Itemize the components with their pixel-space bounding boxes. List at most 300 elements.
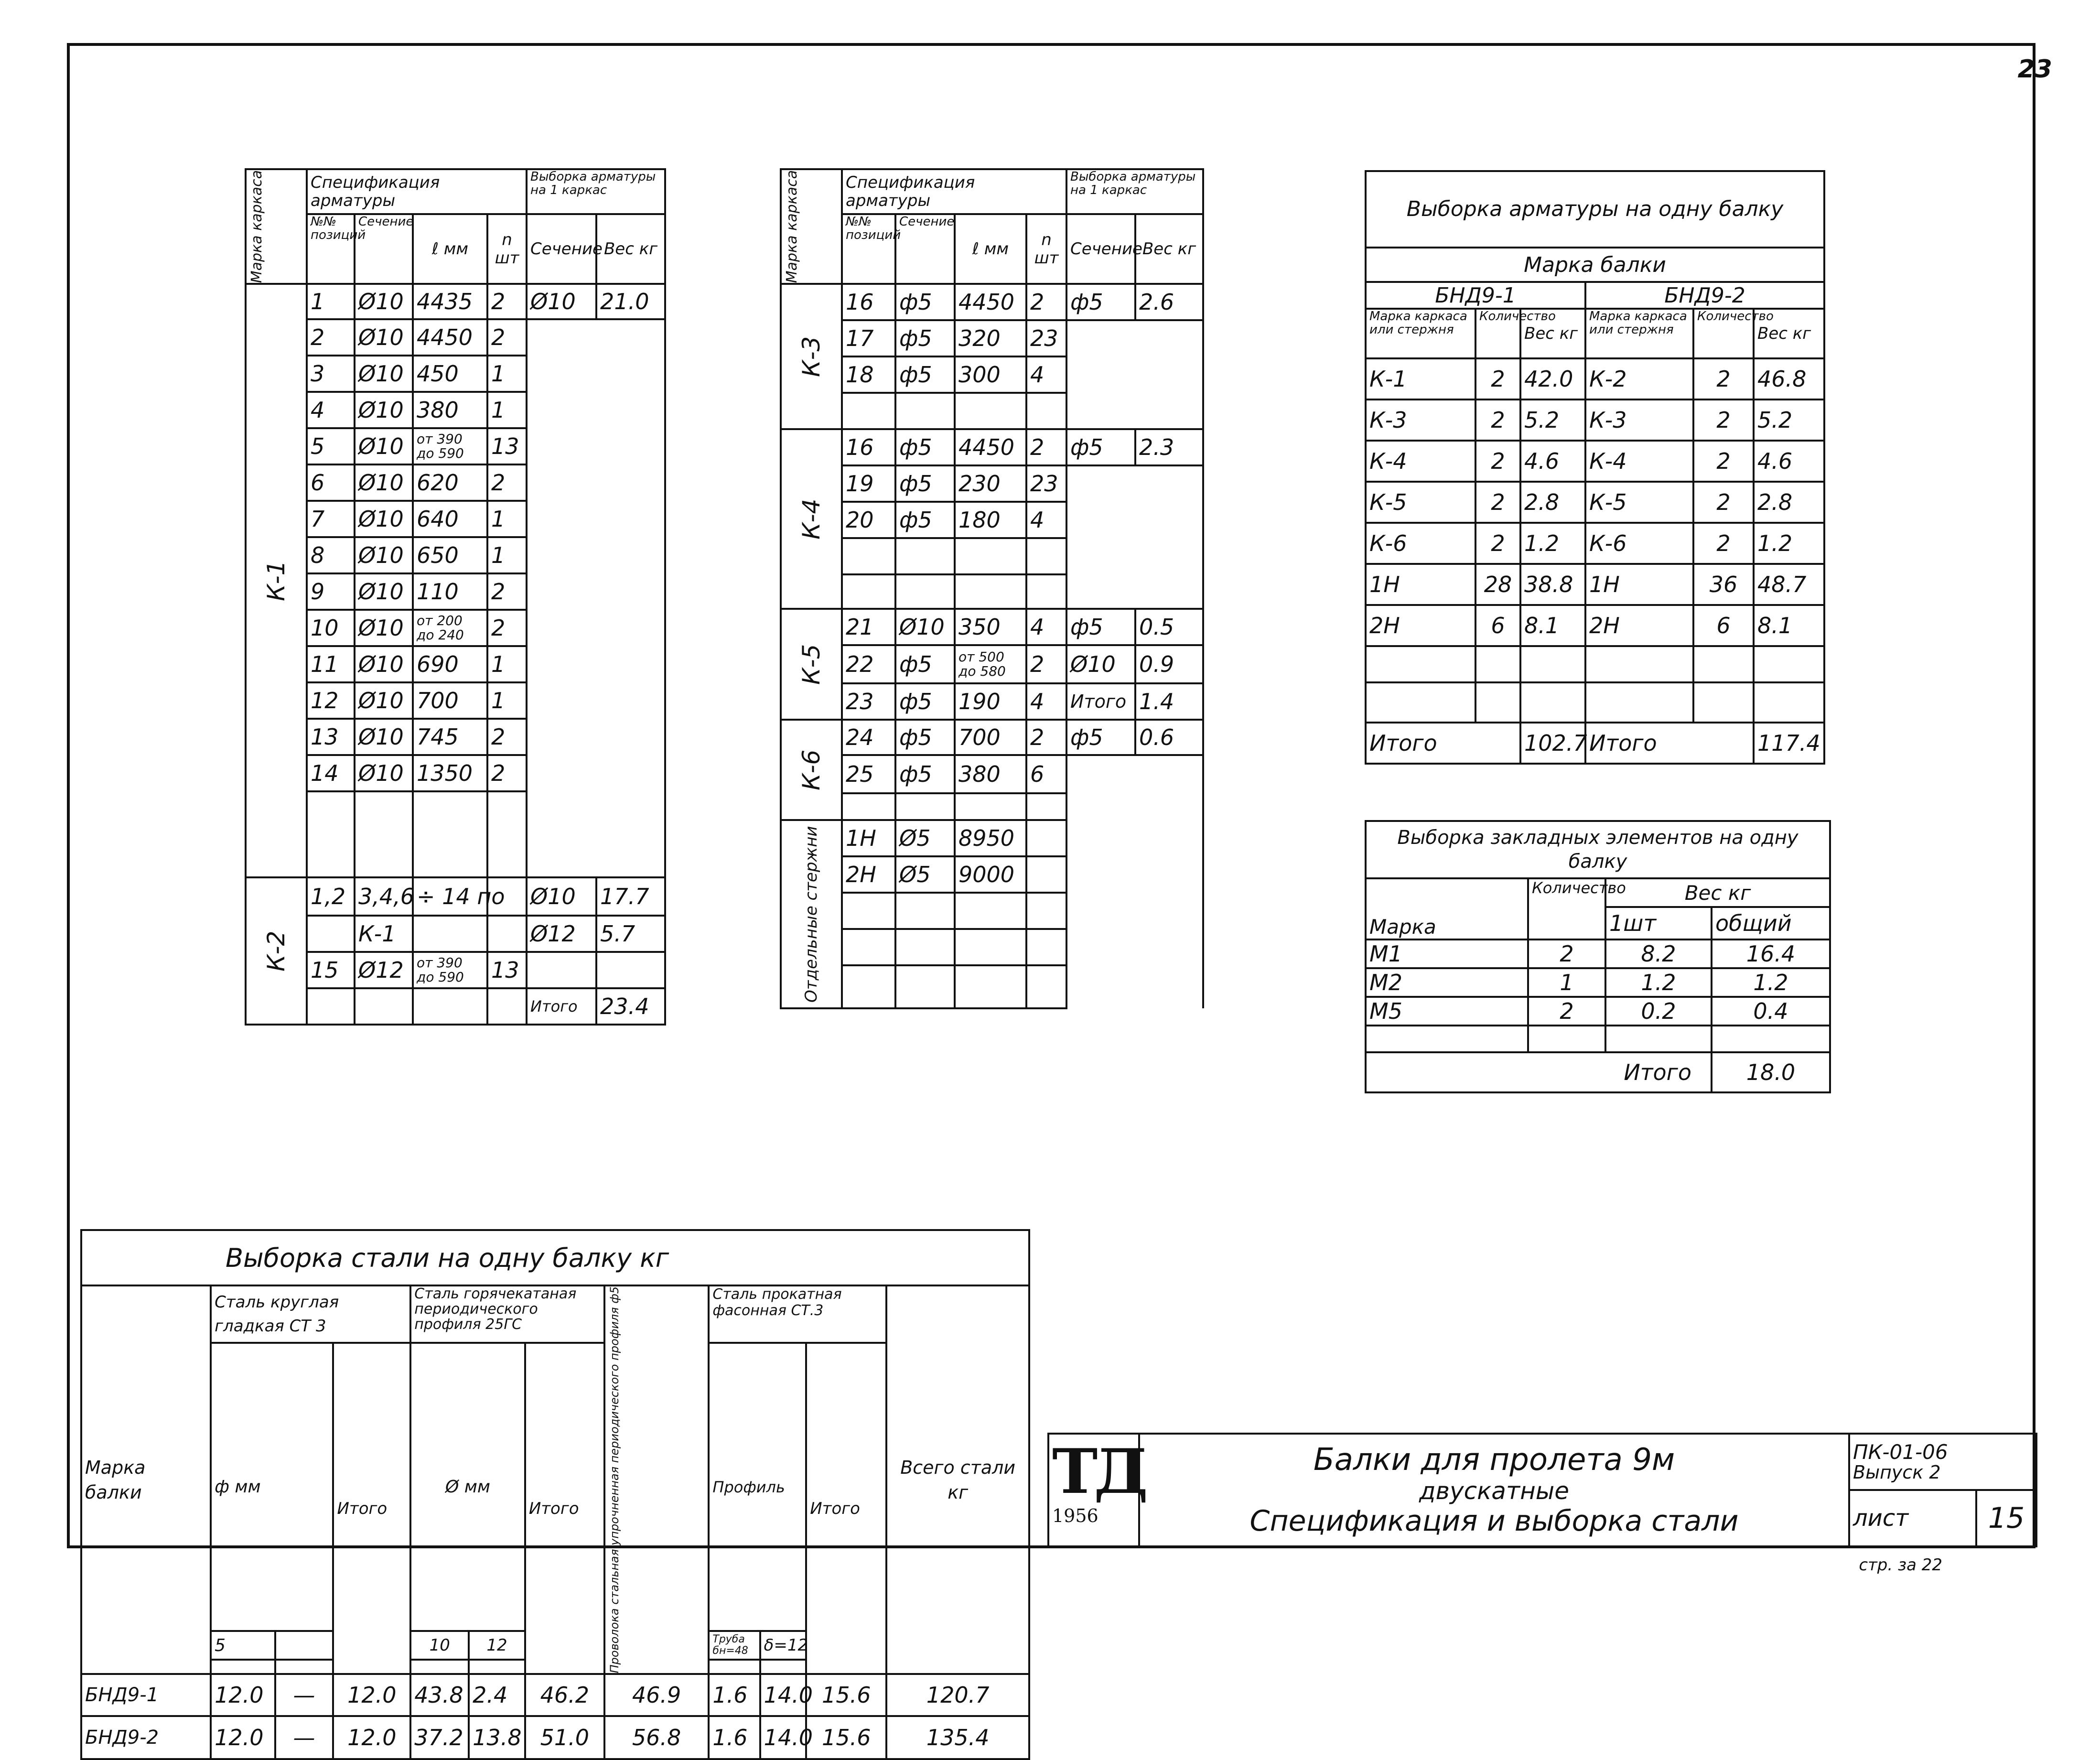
cell: 4 (1026, 609, 1066, 645)
cell: 2 (1693, 441, 1754, 482)
cell: 1.4 (1135, 683, 1203, 720)
cell (895, 929, 955, 965)
cell: 28 (1475, 564, 1520, 605)
cell: К-3 (1366, 400, 1475, 441)
header-spec: Спецификация арматуры (307, 169, 527, 214)
cell (895, 574, 955, 609)
cell: 2.6 (1135, 284, 1203, 320)
cell: Ø10 (355, 464, 413, 501)
cell: ф5 (895, 284, 955, 320)
cell: 2 (1026, 429, 1066, 465)
cell: 17 (842, 320, 895, 356)
cell: К-5 (1585, 482, 1693, 523)
header-select: Выборка арматуры на 1 каркас (1066, 169, 1203, 214)
cell (211, 1660, 275, 1674)
cell: 300 (955, 356, 1026, 393)
cell: 1 (1528, 968, 1605, 997)
header-round-5: 5 (211, 1631, 275, 1660)
cell: 23.4 (596, 988, 665, 1025)
cell: 23 (1026, 465, 1066, 502)
cell (895, 538, 955, 574)
cell: 650 (413, 537, 487, 573)
header-ssec: Сечение (1066, 214, 1135, 284)
cell: 4 (307, 392, 355, 428)
cell: 1 (487, 537, 527, 573)
cell: Ø10 (355, 573, 413, 610)
cell: 12.0 (211, 1716, 275, 1759)
cell: 5.2 (1520, 400, 1585, 441)
cell: 19 (842, 465, 895, 502)
mark-separate-bars: Отдельные стержни (781, 820, 842, 1008)
table-title: Выборка стали на одну балку кг (81, 1230, 1029, 1285)
mark-k5: К-5 (781, 609, 842, 720)
header-mark: Марка каркаса (246, 169, 307, 284)
cell: 2.3 (1135, 429, 1203, 465)
header-wire: Проволока стальная упрочненная периодического профиля ф5 (604, 1285, 709, 1674)
cell (1366, 1026, 1528, 1052)
cell: 17.7 (596, 877, 665, 916)
cell: 2Н (1366, 605, 1475, 646)
cell: 12 (307, 682, 355, 719)
cell: 3 (307, 356, 355, 392)
mark-k4: К-4 (781, 429, 842, 609)
cell: 14.0 (760, 1716, 807, 1759)
cell (1366, 682, 1475, 723)
cell: 0.5 (1135, 609, 1203, 645)
cell: 620 (413, 464, 487, 501)
cell (355, 988, 413, 1025)
cell: 1,2 (307, 877, 355, 916)
cell: 7 (307, 501, 355, 537)
cell: 8.1 (1520, 605, 1585, 646)
cell: 640 (413, 501, 487, 537)
cell (842, 965, 895, 1008)
cell: от 390 до 590 (413, 428, 487, 464)
cell: 2 (1693, 400, 1754, 441)
cell: 46.9 (604, 1674, 709, 1716)
cell: 25 (842, 755, 895, 793)
cell: 8 (307, 537, 355, 573)
cell: К-1 (355, 916, 413, 952)
cell: ф5 (895, 465, 955, 502)
header-n: n шт (1026, 214, 1066, 284)
cell: 37.2 (410, 1716, 469, 1759)
cell (527, 952, 596, 988)
cell (1605, 1026, 1712, 1052)
cell (1693, 646, 1754, 682)
cell: 1.6 (709, 1716, 760, 1759)
cell: 15 (307, 952, 355, 988)
cell: 23 (1026, 320, 1066, 356)
cell: 46.2 (525, 1674, 604, 1716)
cell: 8950 (955, 820, 1026, 856)
cell (413, 988, 487, 1025)
header-mark: Марка балки (81, 1285, 211, 1674)
header-spec: Спецификация арматуры (842, 169, 1066, 214)
mark-k3: К-3 (781, 284, 842, 429)
cell (1026, 820, 1066, 856)
cell: 46.8 (1754, 358, 1824, 400)
cell: ф5 (1066, 284, 1135, 320)
cell (842, 574, 895, 609)
cell (842, 393, 895, 429)
cell (1528, 1026, 1605, 1052)
cell (307, 988, 355, 1025)
cell: 9 (307, 573, 355, 610)
cell: Итого (1066, 683, 1135, 720)
cell: 48.7 (1754, 564, 1824, 605)
cell: Ø12 (527, 916, 596, 952)
cell: 10 (307, 610, 355, 646)
stamp-title: Балки для пролета 9м (1313, 1442, 1675, 1478)
stamp-year: 1956 (1052, 1505, 1098, 1526)
header-qty: Количество (1693, 309, 1754, 358)
spec-table-k3-k6 (780, 168, 1204, 1009)
cell (1585, 646, 1693, 682)
cell: Ø10 (355, 646, 413, 682)
cell: 2 (307, 319, 355, 356)
cell: 43.8 (410, 1674, 469, 1716)
header-w: Вес кг (1605, 878, 1830, 907)
cell: ф5 (895, 429, 955, 465)
project-code: ПК-01-06 (1853, 1440, 1948, 1464)
cell: ф5 (1066, 429, 1135, 465)
header-hot-10: 10 (410, 1631, 469, 1660)
cell (1754, 646, 1824, 682)
cell: 2Н (842, 856, 895, 893)
cell (955, 965, 1026, 1008)
header-round-sub: ф мм (211, 1343, 333, 1631)
header-total: общий (1712, 907, 1830, 939)
cell: 690 (413, 646, 487, 682)
cell (413, 791, 487, 877)
table-title: Выборка закладных элементов на одну балку (1366, 821, 1830, 878)
cell (275, 1660, 334, 1674)
cell: 230 (955, 465, 1026, 502)
cell: 1.2 (1520, 523, 1585, 564)
cell: 2 (1693, 523, 1754, 564)
cell (1026, 538, 1066, 574)
cell: 38.8 (1520, 564, 1585, 605)
header-mark: Марка (1366, 878, 1528, 939)
cell: 4 (1026, 356, 1066, 393)
cell: К-1 (1366, 358, 1475, 400)
cell (1026, 393, 1066, 429)
cell (955, 538, 1026, 574)
title-block (1047, 1433, 2037, 1547)
cell: 2 (1475, 358, 1520, 400)
cell: 110 (413, 573, 487, 610)
cell: Ø5 (895, 856, 955, 893)
table-title: Выборка арматуры на одну балку (1366, 171, 1824, 248)
cell: 2.4 (469, 1674, 525, 1716)
cell: 1Н (1585, 564, 1693, 605)
header-n: n шт (487, 214, 527, 284)
total-label: Итого (1366, 723, 1520, 764)
cell: ф5 (895, 502, 955, 538)
cell (307, 916, 355, 952)
cell (1026, 793, 1066, 820)
cell: М2 (1366, 968, 1528, 997)
cell: К-4 (1366, 441, 1475, 482)
cell (1366, 646, 1475, 682)
cell: Ø10 (355, 319, 413, 356)
cell: 51.0 (525, 1716, 604, 1759)
header-len: ℓ мм (955, 214, 1026, 284)
cell (1026, 965, 1066, 1008)
header-mark: Марка каркаса или стержня (1366, 309, 1475, 358)
cell: М5 (1366, 997, 1528, 1026)
stamp-subtitle: двускатные (1419, 1477, 1569, 1505)
header-prof-b: δ=12 (760, 1631, 807, 1660)
header-mark: Марка каркаса или стержня (1585, 309, 1693, 358)
cell (842, 793, 895, 820)
cell: 22 (842, 645, 895, 683)
cell: К-6 (1585, 523, 1693, 564)
header-sec: Сечение (355, 214, 413, 284)
total-label: Итого (1585, 723, 1754, 764)
cell: 1 (487, 356, 527, 392)
cell: — (275, 1674, 334, 1716)
cell: 20 (842, 502, 895, 538)
cell: ф5 (895, 320, 955, 356)
header-qty: Количество (1475, 309, 1520, 358)
cell: 2 (1693, 358, 1754, 400)
cell (955, 793, 1026, 820)
page-number: 23 (2017, 55, 2052, 84)
cell: 56.8 (604, 1716, 709, 1759)
header-mark: Марка каркаса (781, 169, 842, 284)
cell: 14.0 (760, 1674, 807, 1716)
cell: Ø5 (895, 820, 955, 856)
header-sec: Сечение (895, 214, 955, 284)
cell: 4450 (955, 429, 1026, 465)
cell: 2 (1528, 939, 1605, 968)
cell: 2 (1026, 720, 1066, 755)
cell (1520, 646, 1585, 682)
cell (413, 916, 487, 952)
cell: 700 (413, 682, 487, 719)
header-pos: №№ позиций (842, 214, 895, 284)
cell (842, 893, 895, 929)
header-prof-sub: Профиль (709, 1343, 806, 1631)
cell: Ø10 (355, 719, 413, 755)
cell: 16.4 (1712, 939, 1830, 968)
cell (895, 393, 955, 429)
header-prof: Сталь прокатная фасонная СТ.3 (709, 1285, 886, 1343)
cell: 0.2 (1605, 997, 1712, 1026)
cell: 2 (1693, 482, 1754, 523)
mark-k6: К-6 (781, 720, 842, 820)
cell (1712, 1026, 1830, 1052)
cell: 2 (1475, 441, 1520, 482)
cell (895, 793, 955, 820)
cell: 180 (955, 502, 1026, 538)
cell: Ø10 (355, 610, 413, 646)
beam-reinforcement-table (1365, 170, 1825, 765)
cell: 2.8 (1754, 482, 1824, 523)
cell: 2Н (1585, 605, 1693, 646)
cell: ÷ 14 по (413, 877, 487, 916)
cell: — (275, 1716, 334, 1759)
cell: 15.6 (806, 1674, 886, 1716)
cell: ф5 (1066, 720, 1135, 755)
cell: 6 (1693, 605, 1754, 646)
cell (1026, 929, 1066, 965)
cell: К-3 (1585, 400, 1693, 441)
cell: 2 (1475, 482, 1520, 523)
cell: 13 (487, 428, 527, 464)
cell: 0.6 (1135, 720, 1203, 755)
cell: от 390 до 590 (413, 952, 487, 988)
cell: 1.2 (1754, 523, 1824, 564)
cell (410, 1660, 469, 1674)
cell: 1 (487, 646, 527, 682)
header-1pc: 1шт (1605, 907, 1712, 939)
page-footer: стр. за 22 (1859, 1555, 1942, 1575)
cell: Итого (527, 988, 596, 1025)
cell: 5 (307, 428, 355, 464)
cell: 1.2 (1605, 968, 1712, 997)
beam-mark-1: БНД9-1 (1366, 282, 1585, 309)
cell: 4450 (955, 284, 1026, 320)
cell: 1 (487, 392, 527, 428)
cell (275, 1631, 334, 1660)
cell: ф5 (1066, 609, 1135, 645)
cell: БНД9-2 (81, 1716, 211, 1759)
cell (709, 1660, 760, 1674)
header-prof-a: Труба бн=48 (709, 1631, 760, 1660)
cell: Ø10 (1066, 645, 1135, 683)
cell: 4435 (413, 284, 487, 319)
cell: 13 (307, 719, 355, 755)
cell (1026, 574, 1066, 609)
cell (1754, 682, 1824, 723)
cell: 700 (955, 720, 1026, 755)
empty-area (1066, 755, 1203, 1008)
beam-mark-2: БНД9-2 (1585, 282, 1824, 309)
empty-area (527, 319, 665, 877)
cell: 42.0 (1520, 358, 1585, 400)
cell: 380 (413, 392, 487, 428)
cell: Ø10 (355, 392, 413, 428)
header-select: Выборка арматуры на 1 каркас (527, 169, 665, 214)
cell (1585, 682, 1693, 723)
header-len: ℓ мм (413, 214, 487, 284)
cell: 1Н (842, 820, 895, 856)
empty-area (1066, 465, 1203, 609)
cell: 2 (487, 319, 527, 356)
cell: 2 (487, 610, 527, 646)
cell (955, 393, 1026, 429)
cell (842, 929, 895, 965)
cell (487, 791, 527, 877)
cell: БНД9-1 (81, 1674, 211, 1716)
cell (895, 965, 955, 1008)
cell (469, 1660, 525, 1674)
cell (1026, 893, 1066, 929)
cell: ф5 (895, 755, 955, 793)
mark-k1: К-1 (246, 284, 307, 877)
header-hot: Сталь горячекатаная периодического профиля 25ГС (410, 1285, 604, 1343)
cell: 14 (307, 755, 355, 791)
header-qty: Количество (1528, 878, 1605, 939)
cell (842, 538, 895, 574)
cell: 16 (842, 284, 895, 320)
cell: 5.7 (596, 916, 665, 952)
cell: 21 (842, 609, 895, 645)
header-total: Итого (333, 1343, 410, 1674)
total-label: Итого (1366, 1052, 1712, 1092)
cell: 6 (1026, 755, 1066, 793)
cell (1475, 646, 1520, 682)
cell: К-2 (1585, 358, 1693, 400)
cell: 1.2 (1712, 968, 1830, 997)
cell: Ø10 (895, 609, 955, 645)
cell: Ø10 (355, 682, 413, 719)
cell: 11 (307, 646, 355, 682)
cell: 16 (842, 429, 895, 465)
cell: 0.4 (1712, 997, 1830, 1026)
header-total: Итого (525, 1343, 604, 1674)
cell (955, 574, 1026, 609)
cell: 4 (1026, 683, 1066, 720)
cell: 12.0 (333, 1716, 410, 1759)
cell (487, 916, 527, 952)
cell: 135.4 (886, 1716, 1029, 1759)
spec-table-k1-k2 (245, 168, 666, 1026)
cell: К-6 (1366, 523, 1475, 564)
total-beam-1: 102.7 (1520, 723, 1585, 764)
cell: 2 (1475, 400, 1520, 441)
header-hot-sub: Ø мм (410, 1343, 525, 1631)
steel-selection-table (80, 1229, 1030, 1760)
header-hot-12: 12 (469, 1631, 525, 1660)
table-subtitle: Марка балки (1366, 248, 1824, 282)
header-w: Вес кг (596, 214, 665, 284)
cell: от 500 до 580 (955, 645, 1026, 683)
cell: 18 (842, 356, 895, 393)
cell: 12.0 (333, 1674, 410, 1716)
cell (307, 791, 355, 877)
cell: Ø10 (355, 501, 413, 537)
header-all: Всего стали кг (886, 1285, 1029, 1674)
cell: 23 (842, 683, 895, 720)
mark-k2: К-2 (246, 877, 307, 1025)
cell: 320 (955, 320, 1026, 356)
total-beam-2: 117.4 (1754, 723, 1824, 764)
header-round: Сталь круглая гладкая СТ 3 (211, 1285, 410, 1343)
cell: 8.2 (1605, 939, 1712, 968)
cell: 4.6 (1754, 441, 1824, 482)
sheet-number: 15 (1976, 1490, 2036, 1546)
cell: 120.7 (886, 1674, 1029, 1716)
cell: К-5 (1366, 482, 1475, 523)
cell: 3,4,6 (355, 877, 413, 916)
cell: 4.6 (1520, 441, 1585, 482)
cell (596, 952, 665, 988)
cell: М1 (1366, 939, 1528, 968)
cell (955, 929, 1026, 965)
header-ssec: Сечение (527, 214, 596, 284)
cell: ф5 (895, 645, 955, 683)
cell: от 200 до 240 (413, 610, 487, 646)
cell: К-4 (1585, 441, 1693, 482)
project-issue: Выпуск 2 (1853, 1462, 1941, 1483)
empty-area (1066, 320, 1203, 429)
cell: 5.2 (1754, 400, 1824, 441)
cell: 21.0 (596, 284, 665, 319)
